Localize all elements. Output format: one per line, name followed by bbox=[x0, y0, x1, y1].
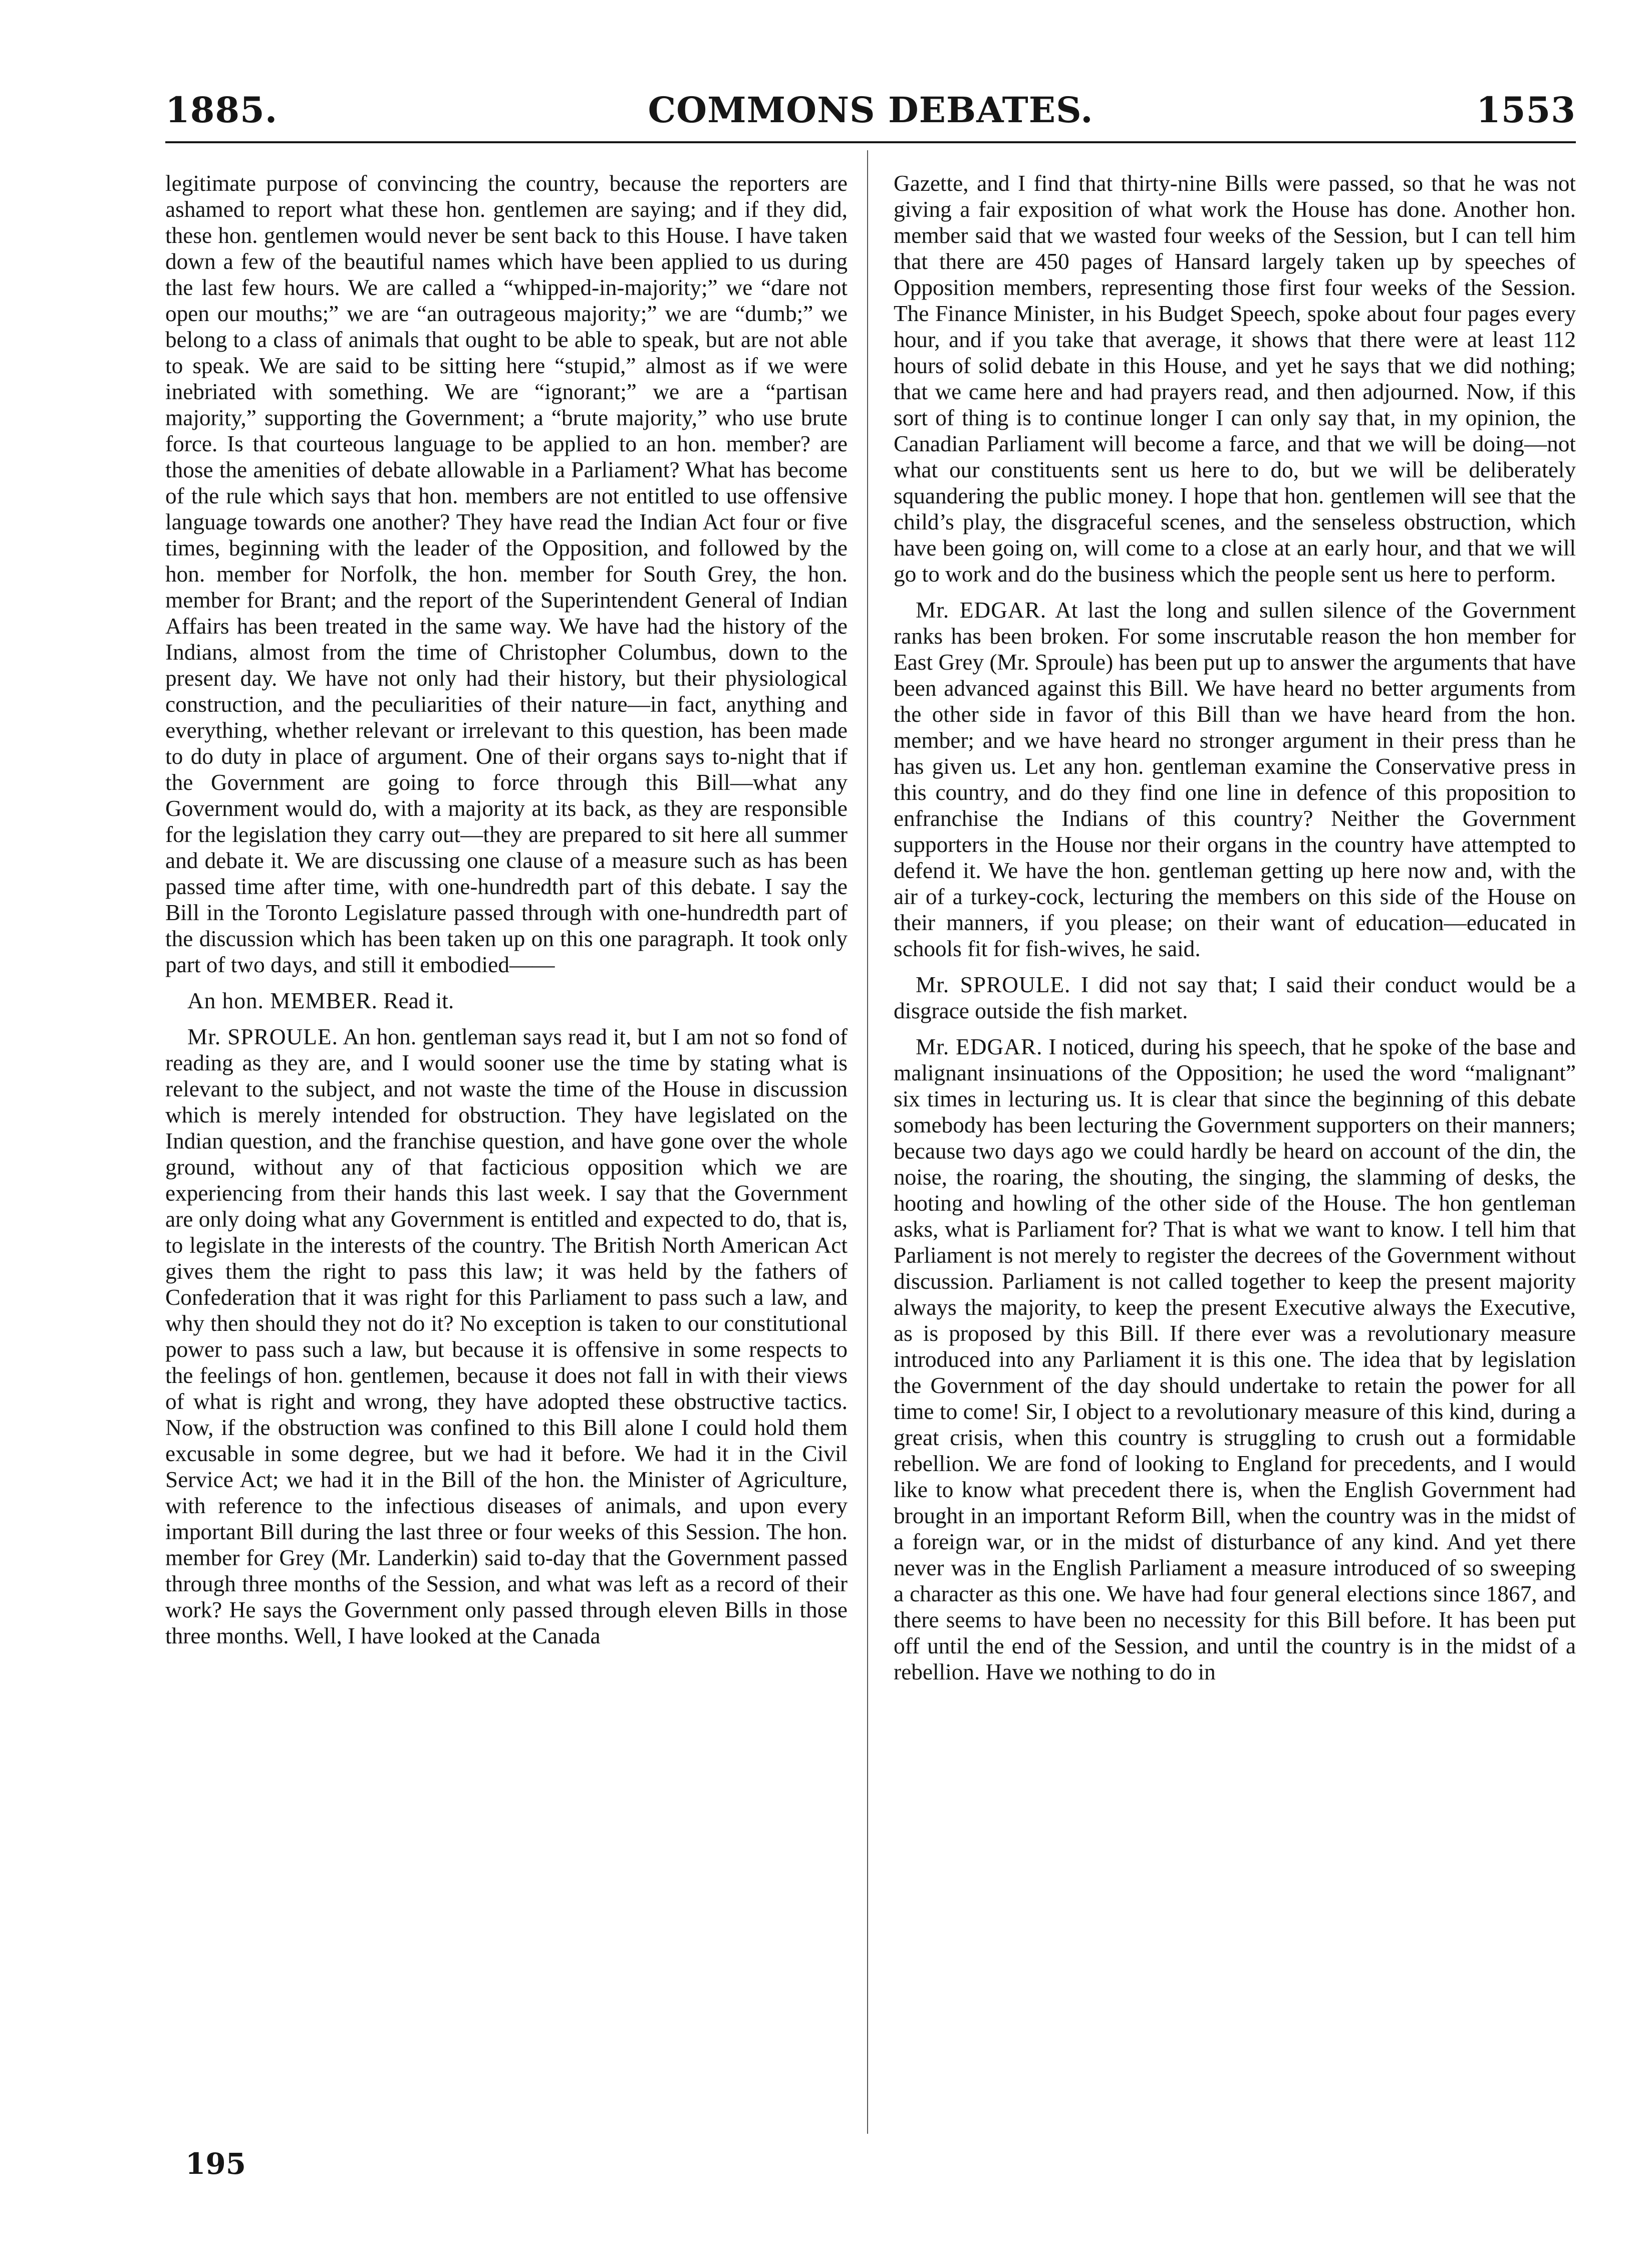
speech-text: An hon. gentleman says read it, but I am not so fond of reading as they are, and I would sooner use the time by stating what is relevant to the subject, and not waste the time of the House in discussion which is merely intended for obstruction. They have legislated on the Indian question, and the franchise question, and have gone over the whole ground, without any of that facticious opposition which we are experiencing from their hands this last week. I say that the Government are only doing what any Government is entitled and expected to do, that is, to legislate in the interests of the country. The British North American Act gives them the right to pass this law; it was held by the fathers of Confederation that it was right for this Parliament to pass such a law, and why then should they not do it? No exception is taken to our constitutional power to pass such a law, but because it is offensive in some respects to the feelings of hon. gentlemen, because it does not fall in with their views of what is right and wrong, they have adopted these obstructive tactics. Now, if the obstruction was confined to this Bill alone I could hold them excusable in some degree, but we had it before. We had it in the Civil Service Act; we had it in the Bill of the hon. the Minister of Agriculture, with reference to the infectious diseases of animals, and upon every important Bill during the last three or four weeks of this Session. The hon. member for Grey (Mr. Landerkin) said to-day that the Government passed through three months of the Session, and what was left as a record of their work? He says the Government only passed through eleven Bills in those three months. Well, I have looked at the Canada bbox=[165, 1024, 848, 1648]
signature-mark: 195 bbox=[185, 2147, 246, 2181]
speaker-name: Mr. EDGAR. bbox=[916, 1034, 1043, 1059]
speaker-name: Mr. EDGAR. bbox=[916, 598, 1047, 623]
right-column bbox=[894, 170, 1576, 2174]
header-title: COMMONS DEBATES. bbox=[648, 89, 1093, 131]
left-column bbox=[165, 170, 848, 2174]
paragraph bbox=[894, 1034, 1576, 1685]
speech-text: I did not say that; I said their conduct would be a disgrace outside the fish market. bbox=[894, 972, 1576, 1023]
paragraph bbox=[165, 1024, 848, 1649]
speaker-name: Mr. SPROULE. bbox=[916, 972, 1071, 997]
paragraph: legitimate purpose of convincing the country, because the reporters are ashamed to report what these hon. gentlemen are saying; and if they did, these hon. gentlemen would never be sent back to this House. I have taken down a few of the beautiful names which have been applied to us during the last few hours. We are called a “whipped-in-majority;” we “dare not open our mouths;” we are “an outrageous majority;” we are “dumb;” we belong to a class of animals that ought to be able to speak, but are not able to speak. We are said to be sitting here “stupid,” almost as if we were inebriated with something. We are “ignorant;” we are a “partisan majority,” supporting the Government; a “brute majority,” who use brute force. Is that courteous language to be applied to an hon. member? are those the amenities of debate allowable in a Parliament? What has become of the rule which says that hon. members are not entitled to use offensive language towards one another? They have read the Indian Act four or five times, beginning with the leader of the Opposition, and followed by the hon. member for Norfolk, the hon. member for South Grey, the hon. member for Brant; and the report of the Superintendent General of Indian Affairs has been treated in the same way. We have had the history of the Indians, almost from the time of Christopher Columbus, down to the present day. We have not only had their history, but their physiological construction, and the peculiarities of their nature—in fact, anything and everything, whether relevant or irrelevant to this question, has been made to do duty in place of argument. One of their organs says to-night that if the Government are going to force through this Bill—what any Government would do, with a majority at its back, as they are responsible for the legislation they carry out—they are prepared to sit here all summer and debate it. We are discussing one clause of a measure such as has been passed time after time, with one-hundredth part of this debate. I say the Bill in the Toronto Legislature passed through with one-hundredth part of the discussion which has been taken up on this one paragraph. It took only part of two days, and still it embodied—— bbox=[165, 171, 848, 977]
column-divider bbox=[867, 150, 868, 2134]
speaker-name: An hon. MEMBER. bbox=[187, 988, 378, 1013]
header-page-number: 1553 bbox=[1476, 89, 1576, 131]
speech-text: At last the long and sullen silence of the Government ranks has been broken. For some inscrutable reason the hon member for East Grey (Mr. Sproule) has been put up to answer the arguments that have been advanced against this Bill. We have heard no better arguments from the other side in favor of this Bill than we have heard from the hon. member; and we have heard no stronger argument in their press than he has given us. Let any hon. gentleman examine the Conservative press in this country, and do they find one line in defence of this proposition to enfranchise the Indians of this country? Neither the Government supporters in the House nor their organs in the country have attempted to defend it. We have the hon. gentleman getting up here now and, with the air of a turkey-cock, lecturing the members on this side of the House on their manners, if you please; on their want of education—educated in schools fit for fish-wives, he said. bbox=[894, 598, 1576, 961]
paragraph bbox=[894, 597, 1576, 962]
paragraph: Gazette, and I find that thirty-nine Bills were passed, so that he was not giving a fair exposition of what work the House has done. Another hon. member said that we wasted four weeks of the Session, but I can tell him that there are 450 pages of Hansard largely taken up by speeches of Opposition members, representing those first four weeks of the Session. The Finance Minister, in his Budget Speech, spoke about four pages every hour, and if you take that average, it shows that there were at least 112 hours of solid debate in this House, and yet he says that we did nothing; that we came here and had prayers read, and then adjourned. Now, if this sort of thing is to continue longer I can only say that, in my opinion, the Canadian Parliament will become a farce, and that we will be doing—not what our constituents sent us here to do, but we will be deliberately squandering the public money. I hope that hon. gentlemen will see that the child’s play, the disgraceful scenes, and the senseless obstruction, which have been going on, will come to a close at an early hour, and that we will go to work and do the business which the people sent us here to perform. bbox=[894, 171, 1576, 587]
speaker-name: Mr. SPROULE. bbox=[187, 1024, 338, 1049]
paragraph bbox=[894, 972, 1576, 1024]
speech-text: I noticed, during his speech, that he spoke of the base and malignant insinuations of the Opposition; he used the word “malignant” six times in lecturing us. It is clear that since the beginning of this debate somebody has been lecturing the Government supporters on their manners; because two days ago we could hardly be heard on account of the din, the noise, the roaring, the shouting, the singing, the slamming of desks, the hooting and howling of the other side of the House. The hon gentleman asks, what is Parliament for? That is what we want to know. I tell him that Parliament is not merely to register the decrees of the Government without discussion. Parliament is not called together to keep the present majority always the majority, to keep the present Executive always the Executive, as is proposed by this Bill. If there ever was a revolutionary measure introduced into any Parliament it is this one. The idea that by legislation the Government of the day should undertake to retain the power for all time to come! Sir, I object to a revolutionary measure of this kind, during a great crisis, when this country is struggling to crush out a formidable rebellion. We are fond of looking to England for precedents, and I would like to know what precedent there is, when the English Government had brought in an important Reform Bill, when the country was in the midst of a foreign war, or in the midst of disturbance of any kind. And yet there never was in the English Parliament a measure introduced of so sweeping a character as this one. We have had four general elections since 1867, and there seems to have been no necessity for this Bill before. It has been put off until the end of the Session, and until the country is in the midst of a rebellion. Have we nothing to do in bbox=[894, 1034, 1576, 1684]
paragraph bbox=[165, 988, 848, 1014]
header-rule bbox=[165, 141, 1576, 143]
speech-text: Read it. bbox=[383, 988, 454, 1013]
header-year: 1885. bbox=[165, 89, 278, 131]
page-header bbox=[165, 88, 1576, 133]
